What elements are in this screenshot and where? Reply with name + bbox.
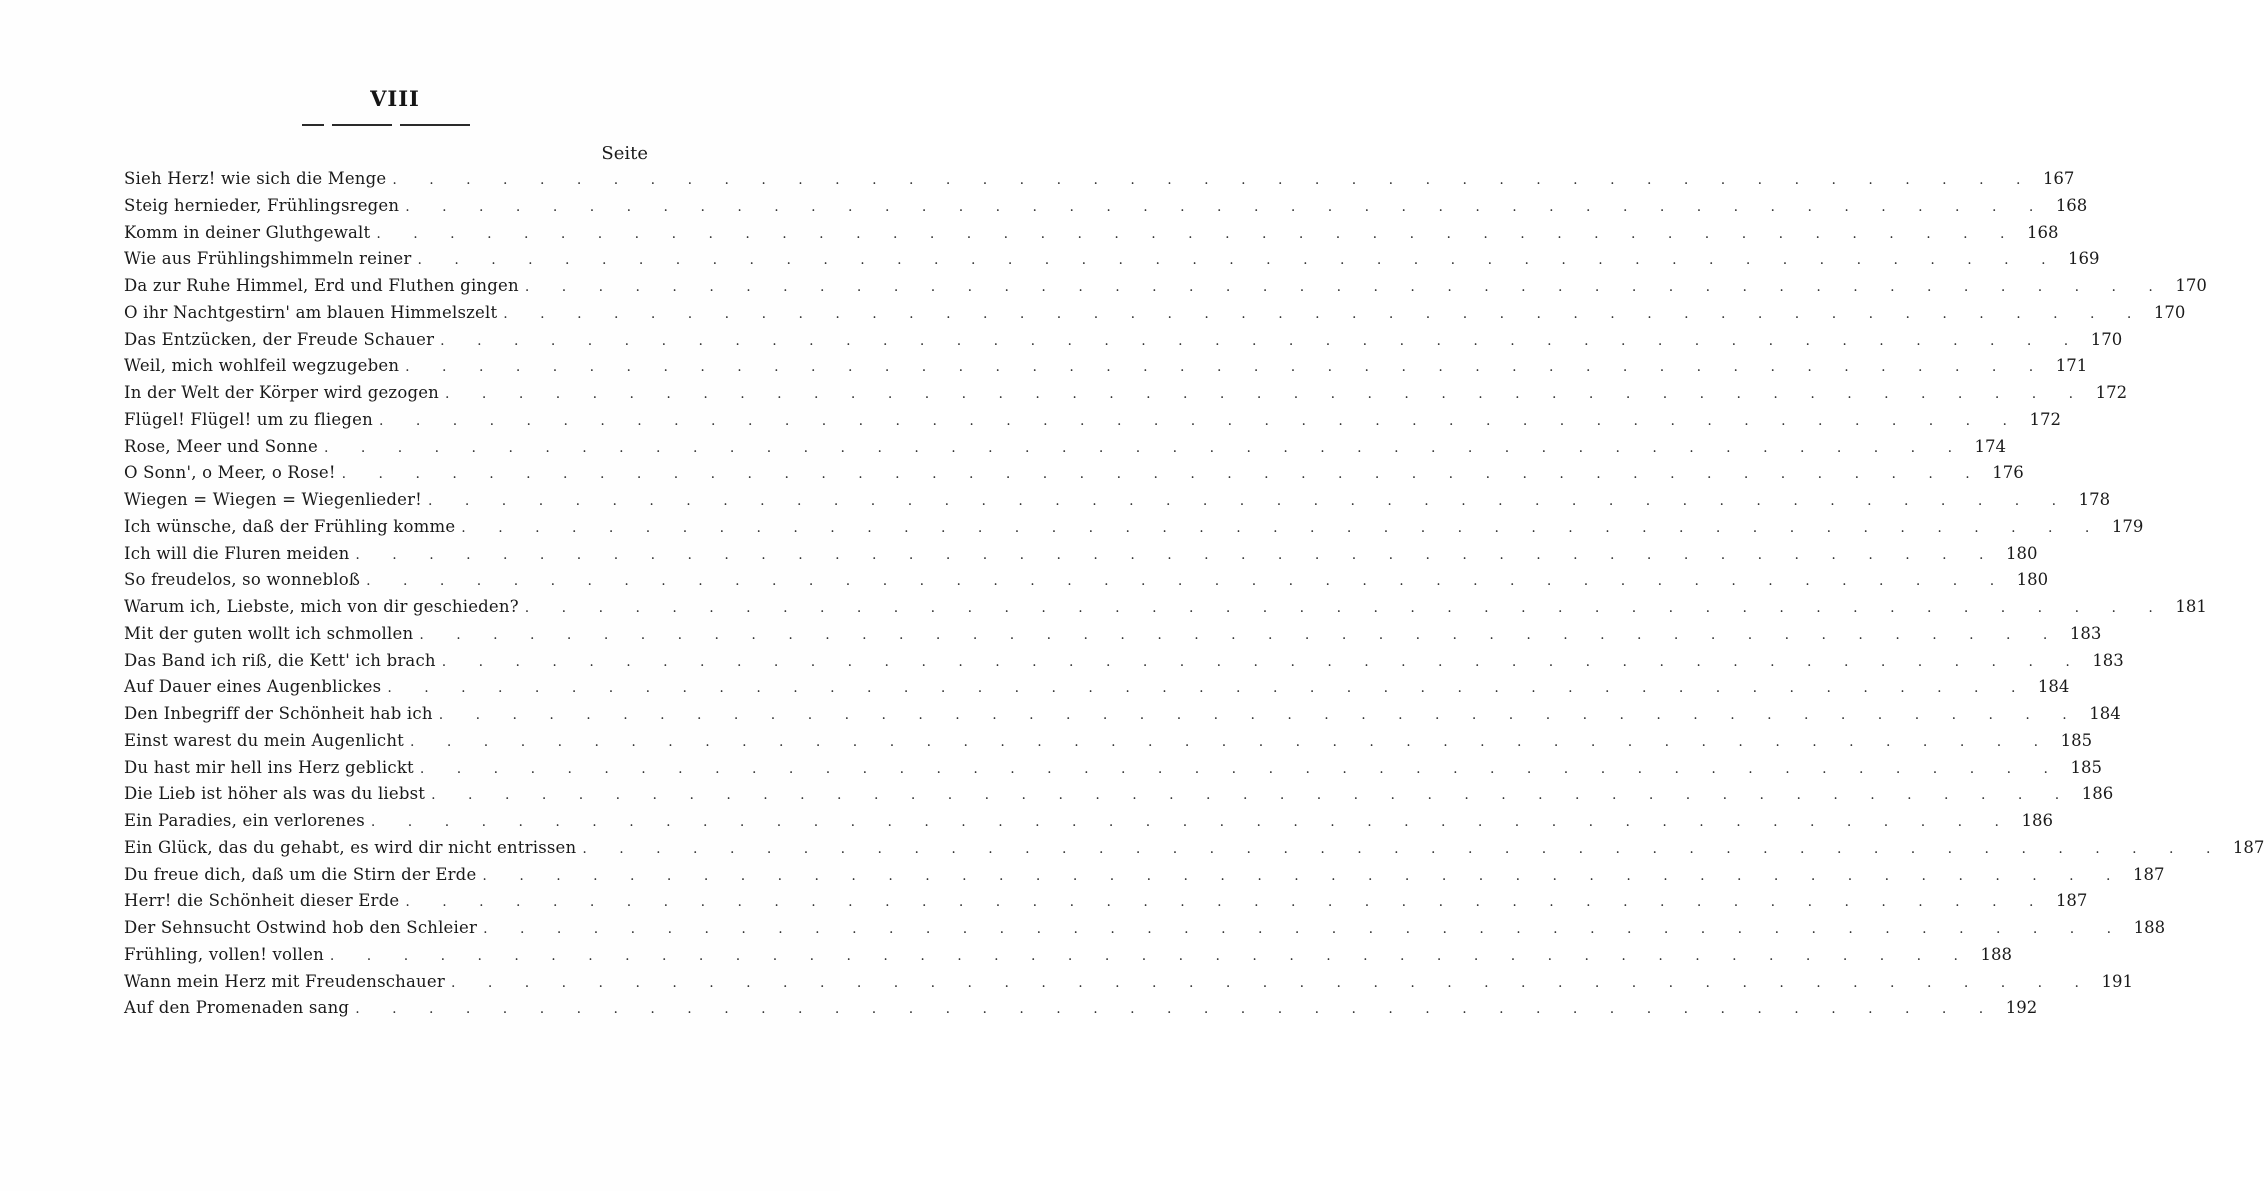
toc-entry-page: 188: [2133, 918, 2166, 937]
toc-entry-page: 168: [2055, 195, 2088, 215]
toc-entry-title: Der Sehnsucht Ostwind hob den Schleier: [124, 918, 478, 937]
toc-entry-title: Da zur Ruhe Himmel, Erd und Fluthen gingen: [124, 276, 519, 295]
toc-entry-page: 170: [2175, 276, 2207, 295]
toc-entry-page: 187: [2055, 891, 2088, 911]
toc-entry: [124, 995, 2038, 1022]
toc-entry: [124, 674, 2070, 701]
toc-entry-page: 181: [2175, 597, 2207, 616]
toc-entry: [124, 755, 2102, 782]
toc-entry-title: O Sonn', o Meer, o Rose!: [124, 463, 336, 483]
toc-entry: [124, 541, 2038, 568]
dot-leader: [482, 863, 2124, 890]
toc-entry: [124, 487, 2111, 514]
toc-entry: [124, 648, 2124, 675]
dot-leader: [410, 729, 2052, 756]
dot-leader: [379, 408, 2021, 435]
toc-entry-page: 172: [2029, 409, 2062, 429]
toc-entry-page: 183: [2092, 650, 2124, 670]
dot-leader: [376, 221, 2018, 248]
toc-entry-page: 187: [2232, 837, 2264, 857]
dot-leader: [355, 996, 1997, 1023]
toc-entry-title: Rose, Meer und Sonne: [124, 436, 318, 456]
toc-entry: [124, 728, 2093, 755]
toc-entry: [124, 701, 2121, 728]
dot-leader: [355, 542, 1997, 569]
dot-leader: [417, 247, 2059, 274]
toc-entry-page: 167: [2042, 169, 2075, 188]
toc-entry: [124, 166, 2075, 193]
toc-entry-title: So freudelos, so wonnebloß: [124, 570, 361, 590]
toc-entry-page: 180: [2005, 543, 2038, 563]
toc-entry-title: Ich will die Fluren meiden: [124, 543, 350, 563]
toc-entry-title: Flügel! Flügel! um zu fliegen: [124, 409, 373, 429]
toc-entry: [124, 273, 2207, 300]
dot-leader: [483, 916, 2125, 943]
dot-leader: [442, 649, 2084, 676]
toc-entry: [124, 434, 2007, 461]
toc-entry-title: O ihr Nachtgestirn' am blauen Himmelszelt: [124, 302, 498, 322]
toc-entry-title: In der Welt der Körper wird gezogen: [124, 383, 440, 402]
dot-leader: [342, 461, 1984, 488]
toc-entry-page: 170: [2153, 302, 2186, 322]
toc-entry-page: 176: [1992, 463, 2024, 483]
toc-entry-title: Den Inbegriff der Schönheit hab ich: [124, 704, 433, 723]
toc-entry: [124, 407, 2062, 434]
toc-entry: [124, 835, 2264, 862]
dot-leader: [439, 702, 2081, 729]
toc-entry-page: 192: [2005, 998, 2038, 1018]
toc-entry-page: 180: [2016, 570, 2049, 590]
toc-entry-page: 191: [2101, 971, 2134, 991]
toc-entry-page: 183: [2069, 623, 2102, 643]
toc-entry-title: Auf den Promenaden sang: [124, 998, 350, 1018]
toc-entry-title: Ein Paradies, ein verlorenes: [124, 811, 365, 830]
dot-leader: [440, 328, 2082, 355]
toc-entry: [124, 781, 2114, 808]
toc-entry-page: 172: [2095, 383, 2128, 402]
toc-entry-title: Du freue dich, daß um die Stirn der Erde: [124, 864, 477, 884]
dot-leader: [420, 756, 2062, 783]
toc-entry: [124, 969, 2134, 996]
toc-entry-title: Steig hernieder, Frühlingsregen: [124, 195, 400, 215]
toc-entry-page: 169: [2068, 249, 2100, 269]
dot-leader: [428, 488, 2070, 515]
dot-leader: [324, 435, 1966, 462]
toc-entry: [124, 220, 2059, 247]
dot-leader: [405, 194, 2047, 221]
dot-leader: [392, 167, 2034, 194]
toc-entry-title: Wiegen = Wiegen = Wiegenlieder!: [124, 490, 422, 509]
dot-leader: [431, 782, 2073, 809]
toc-entry-title: Du hast mir hell ins Herz geblickt: [124, 757, 414, 777]
toc-entry-title: Einst warest du mein Augenlicht: [124, 730, 404, 750]
toc-entry-title: Auf Dauer eines Augenblickes: [124, 677, 382, 697]
toc-entry-title: Die Lieb ist höher als was du liebst: [124, 784, 426, 804]
dot-leader: [525, 274, 2167, 301]
toc-entry-title: Wann mein Herz mit Freudenschauer: [124, 971, 445, 991]
dot-leader: [525, 595, 2167, 622]
toc-entry: [124, 353, 2088, 380]
toc-entry-page: 186: [2021, 811, 2053, 830]
toc-entry: [124, 862, 2165, 889]
dot-leader: [387, 675, 2029, 702]
dot-leader: [405, 354, 2047, 381]
toc-entry-title: Frühling, vollen! vollen: [124, 944, 324, 964]
toc-entry-title: Sieh Herz! wie sich die Menge: [124, 169, 387, 188]
dot-leader: [582, 836, 2224, 863]
toc-entry-title: Ich wünsche, daß der Frühling komme: [124, 516, 456, 536]
toc-entry-title: Ein Glück, das du gehabt, es wird dir nicht entrissen: [124, 837, 577, 857]
column-header-seite: Seite: [601, 143, 648, 164]
toc-entry: [124, 808, 2053, 835]
toc-entry: [124, 915, 2166, 942]
toc-entry: [124, 460, 2024, 487]
toc-entry-title: Das Band ich riß, die Kett' ich brach: [124, 650, 436, 670]
toc-entry: [124, 888, 2088, 915]
toc-entry: [124, 246, 2100, 273]
toc-entry: [124, 300, 2186, 327]
dot-leader: [371, 809, 2013, 836]
toc-entry-page: 186: [2081, 784, 2114, 804]
toc-entry: [124, 327, 2123, 354]
dot-leader: [461, 515, 2103, 542]
dot-leader: [330, 943, 1972, 970]
dot-leader: [405, 889, 2047, 916]
dot-leader: [366, 568, 2008, 595]
toc-entry-page: 178: [2078, 490, 2111, 509]
toc-entry: [124, 942, 2012, 969]
toc-entry-page: 168: [2026, 222, 2059, 242]
dot-leader: [445, 381, 2087, 408]
toc-entry-title: Wie aus Frühlingshimmeln reiner: [124, 249, 412, 269]
toc-entry-page: 185: [2070, 757, 2102, 777]
toc-entry-title: Warum ich, Liebste, mich von dir geschieden?: [124, 597, 519, 616]
toc-entry-page: 185: [2060, 730, 2093, 750]
toc-entry-page: 187: [2133, 864, 2165, 884]
toc-entry: [124, 380, 2128, 407]
toc-entry-page: 188: [1980, 944, 2012, 964]
toc-entry-title: Das Entzücken, der Freude Schauer: [124, 329, 435, 349]
dot-leader: [419, 622, 2061, 649]
toc-entry-page: 184: [2089, 704, 2121, 723]
toc-entry-page: 179: [2111, 516, 2144, 536]
toc-entry: [124, 567, 2049, 594]
toc-entry: [124, 193, 2088, 220]
dot-leader: [503, 301, 2145, 328]
toc-entry-title: Weil, mich wohlfeil wegzugeben: [124, 356, 400, 376]
toc-entry: [124, 594, 2207, 621]
toc-entry-title: Herr! die Schönheit dieser Erde: [124, 891, 400, 911]
toc-entry-page: 170: [2090, 329, 2123, 349]
toc-entry-page: 174: [1974, 436, 2007, 456]
page-number: VIII: [370, 86, 420, 111]
dot-leader: [451, 970, 2093, 997]
header-rule: [302, 124, 470, 126]
toc-entry-page: 184: [2037, 677, 2070, 697]
toc-entry: [124, 514, 2144, 541]
toc-entry: [124, 621, 2102, 648]
table-of-contents: [124, 166, 2264, 1022]
toc-entry-title: Komm in deiner Gluthgewalt: [124, 222, 371, 242]
toc-entry-page: 171: [2055, 356, 2088, 376]
toc-entry-title: Mit der guten wollt ich schmollen: [124, 623, 414, 643]
